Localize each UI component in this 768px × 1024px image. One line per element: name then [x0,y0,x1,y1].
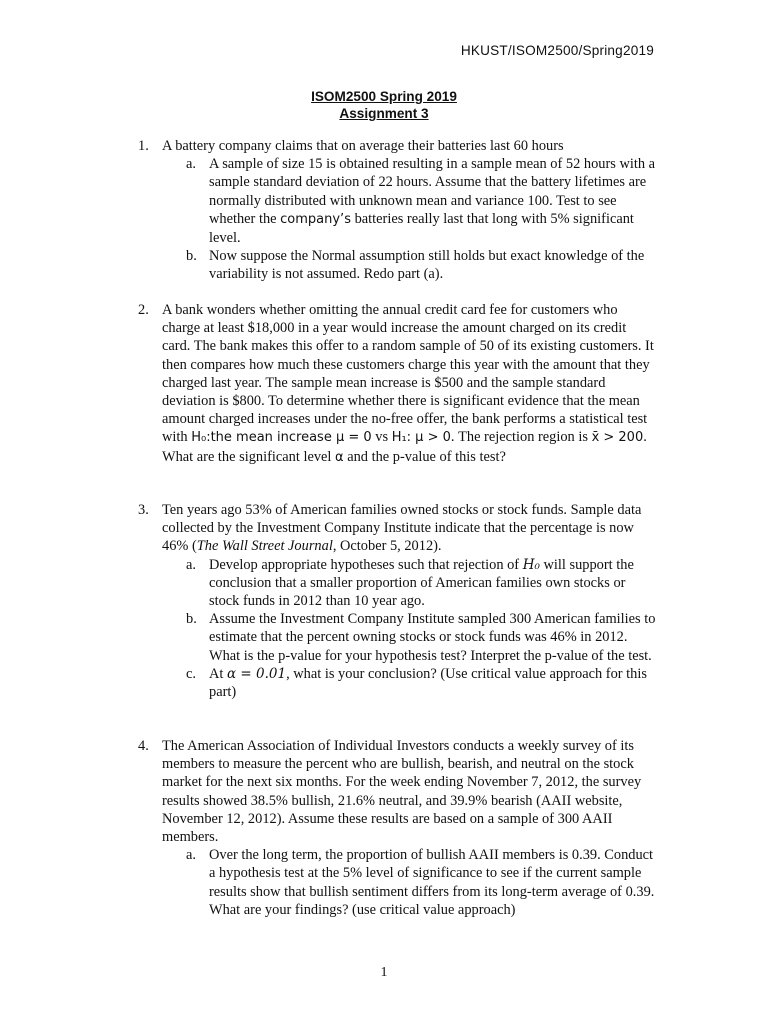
rejection-region: x̄ > 200 [591,430,644,446]
alpha-symbol: α [335,449,344,465]
subquestion-a [186,556,658,611]
subquestion-text: Develop appropriate hypotheses such that rejection of H₀ will support the conclusion that a smaller proportion of American families own stocks or stock funds in 2012 than 10 year ago. [209,556,634,610]
question-number: 2. [138,302,149,318]
subquestion-a [186,846,658,919]
subquestion-b [186,247,658,283]
subquestion-label: a. [186,556,196,573]
title-line-1: ISOM2500 Spring 2019 [311,89,457,104]
question-text: Ten years ago 53% of American families owned stocks or stock funds. Sample data collected by the Investment Company Institute indicate that the percentage is now 46% (The Wall Street Journal, October 5, 2012). [162,502,642,555]
subquestion-text: Assume the Investment Company Institute sampled 300 American families to estimate that the percent owning stocks or stock funds was 46% in 2012. What is the p-value for your hypothesis test? Interpret the p-value of the test. [209,611,656,664]
question-text: A bank wonders whether omitting the annual credit card fee for customers who charge at least $18,000 in a year would increase the amount charged on its credit card. The bank makes this offer to a random sample of 50 of its existing customers. It then compares how much these customers charge this year with the amount that they charged last year. The sample mean increase is $500 and the sample standard deviation is $800. To determine whether there is significant evidence that the mean amount charged increases under the no-free offer, the bank performs a statistical test with H₀:the mean increase μ = 0 vs H₁: μ > 0. The rejection region is x̄ > 200. What are the significant level α and the p-value of this test? [162,302,654,465]
subquestion-label: a. [186,847,196,864]
question-number: 4. [138,738,149,754]
subquestion-b [186,610,658,665]
question-4 [138,737,658,919]
subquestion-text: Over the long term, the proportion of bullish AAII members is 0.39. Conduct a hypothesis test at the 5% level of significance to see if the current sample results show that bullish sentiment differs from its long-term average of 0.39. What are your findings? (use critical value approach) [209,847,655,918]
subquestion-text: Now suppose the Normal assumption still holds but exact knowledge of the variability is not assumed. Redo part (a). [209,248,645,283]
question-number: 1. [138,138,149,154]
alpha-value: α = 0.01 [227,665,287,682]
page-number: 1 [380,965,388,980]
subquestion-c [186,665,658,701]
company-word: company’s [280,211,351,227]
null-hypothesis: H₀ [522,556,540,573]
subquestion-label: b. [186,248,197,265]
question-2 [138,301,658,467]
subquestion-label: c. [186,665,196,682]
title-line-2: Assignment 3 [339,106,429,121]
subquestion-text: At α = 0.01, what is your conclusion? (Use critical value approach for this part) [209,665,647,701]
subquestion-label: a. [186,156,196,173]
subquestion-a [186,155,658,247]
question-1 [138,137,658,284]
question-intro: A battery company claims that on average their batteries last 60 hours [162,138,564,154]
subquestion-label: b. [186,611,197,628]
course-header: HKUST/ISOM2500/Spring2019 [460,43,654,58]
question-3 [138,501,658,701]
alternative-hypothesis: H₁: μ > 0 [391,430,451,446]
question-text: The American Association of Individual Investors conducts a weekly survey of its members to measure the percent who are bullish, bearish, and neutral on the stock market for the next six months. For the week ending November 7, 2012, the survey results showed 38.5% bullish, 21.6% neutral, and 39.9% bearish (AAII website, November 12, 2012). Assume these results are based on a sample of 300 AAII members. [162,738,642,846]
question-number: 3. [138,502,149,518]
null-hypothesis: H₀:the mean increase μ = 0 [191,430,372,446]
source-title: The Wall Street Journal [196,538,333,555]
subquestion-text: A sample of size 15 is obtained resulting in a sample mean of 52 hours with a sample standard deviation of 22 hours. Assume that the battery lifetimes are normally distributed with unknown mean and variance 100. Test to see whether the company’s batteries really last that long with 5% significant level. [209,156,656,247]
